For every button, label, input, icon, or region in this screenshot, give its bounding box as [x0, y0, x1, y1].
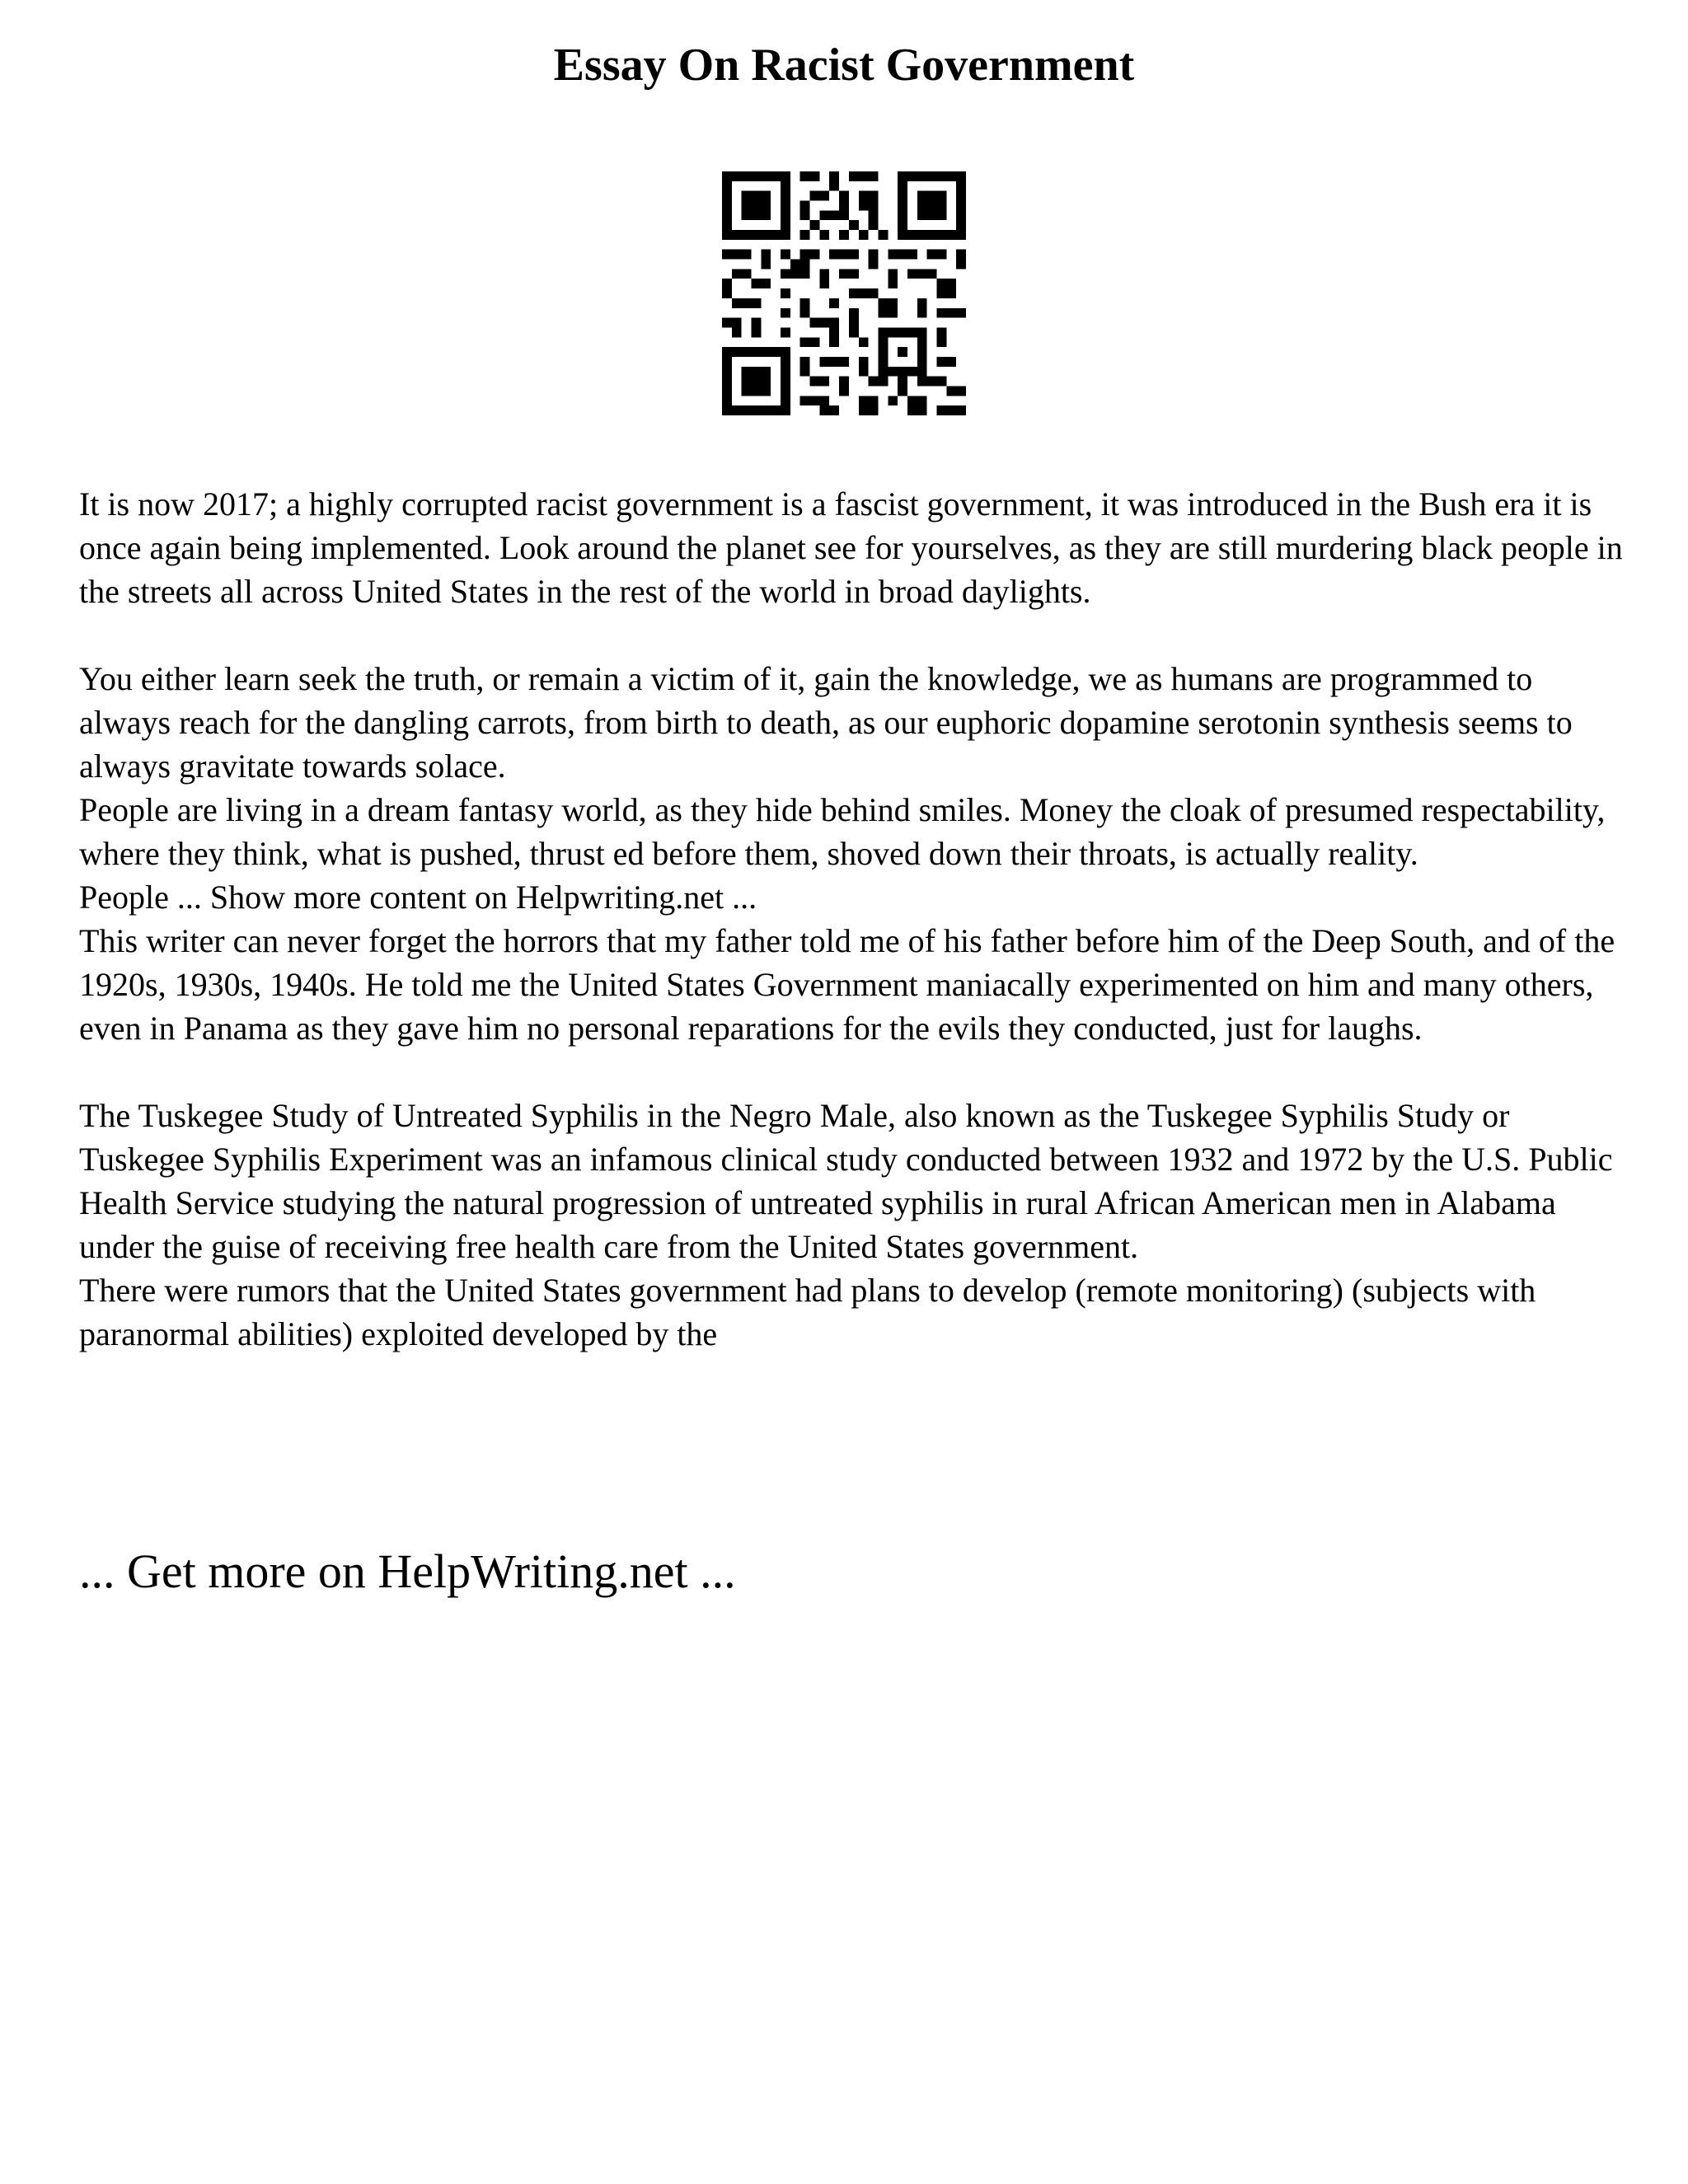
paragraph-father: This writer can never forget the horrors that my father told me of his father before him of the Deep South, and of the 1920s, 1930s, 1940s. He told me the United States Government maniacally experimented on him and many others, even in Panama as they gave him no personal reparations for the evils they conducted, just for laughs.: [79, 922, 1615, 1047]
paragraph-rumors: There were rumors that the United States government had plans to develop (remote monitoring) (subjects with paranormal abilities) exploited developed by the: [79, 1272, 1536, 1352]
paragraph-show-more: People ... Show more content on Helpwriting.net ...: [79, 879, 757, 916]
paragraph-spacer: [79, 613, 1629, 657]
paragraph-tuskegee: The Tuskegee Study of Untreated Syphilis in the Negro Male, also known as the Tuskegee Syphilis Study or Tuskegee Syphilis Experiment was an infamous clinical study conducted between 1932 and 1972 by the U.S. Public Health Service studying the natural progression of untreated syphilis in rural African American men in Alabama under the guise of receiving free health care from the United States government.: [79, 1097, 1613, 1265]
page-title: Essay On Racist Government: [553, 40, 1135, 91]
paragraph-spacer: [79, 1050, 1629, 1094]
essay-body: [79, 482, 1629, 1356]
qr-code: [722, 171, 966, 415]
paragraph-truth: You either learn seek the truth, or remain a victim of it, gain the knowledge, we as humans are programmed to always reach for the dangling carrots, from birth to death, as our euphoric dopamine serotonin synthesis seems to always gravitate towards solace.: [79, 660, 1573, 785]
qr-code-graphic: [722, 171, 966, 415]
paragraph-dream: People are living in a dream fantasy world, as they hide behind smiles. Money the cloak of presumed respectability, where they think, what is pushed, thrust ed before them, shoved down their throats, is actually reality.: [79, 791, 1606, 872]
get-more-link[interactable]: ... Get more on HelpWriting.net ...: [79, 1544, 736, 1598]
paragraph-intro: It is now 2017; a highly corrupted racist government is a fascist government, it was introduced in the Bush era it is once again being implemented. Look around the planet see for yourselves, as they are still murdering black people in the streets all across United States in the rest of the world in broad daylights.: [79, 485, 1623, 610]
